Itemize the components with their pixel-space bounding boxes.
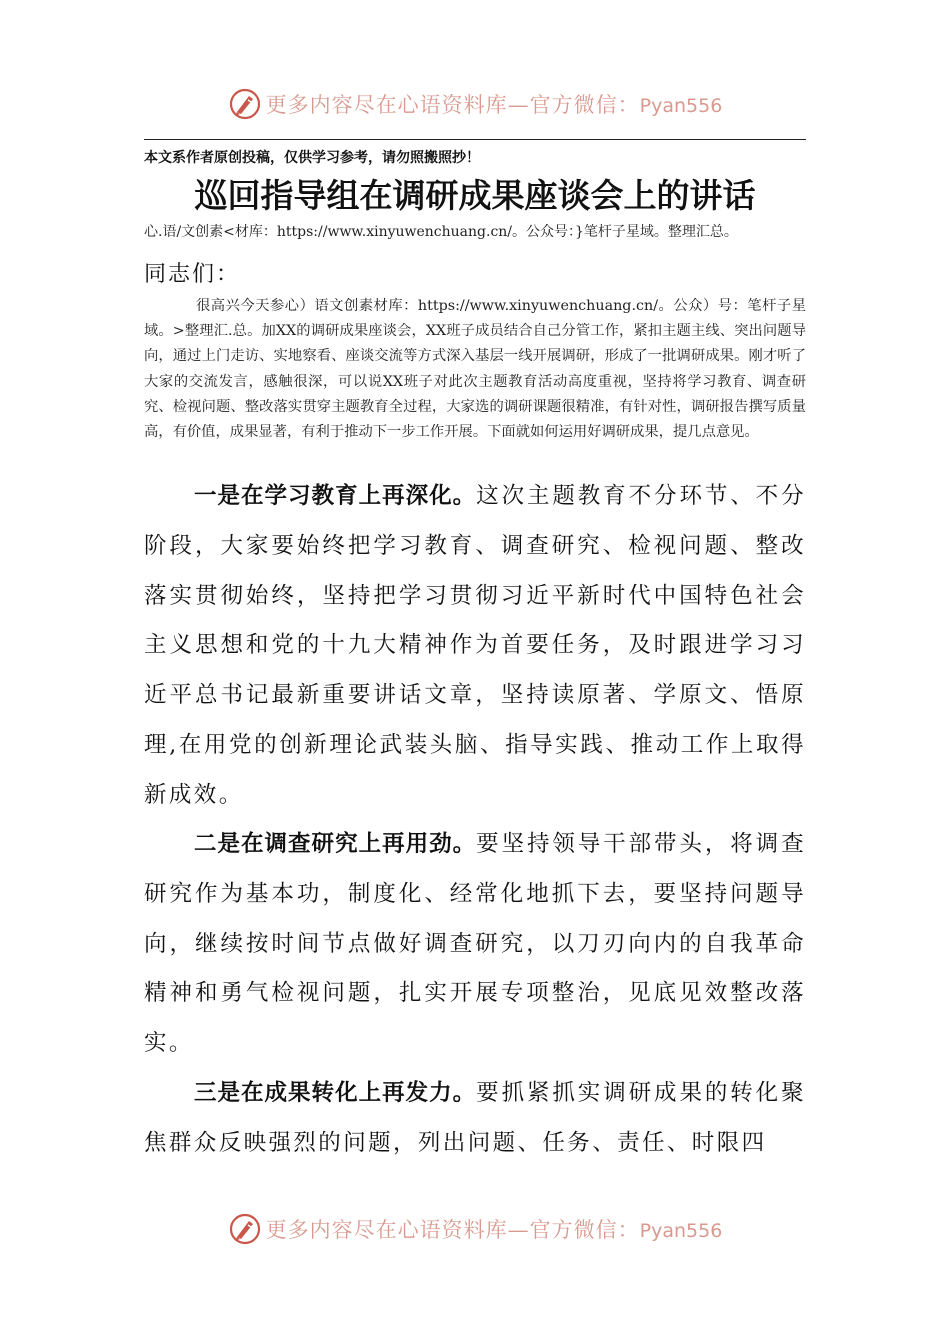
banner-wechat-id: Pyan556 bbox=[639, 1220, 723, 1242]
section-2-body: 要坚持领导干部带头，将调查研究作为基本功，制度化、经常化地抓下去，要坚持问题导向，继续按时间节点做好调查研究，以刀刃向内的自我革命精神和勇气检视问题，扎实开展专项整治，见底见效整改落实。 bbox=[144, 831, 806, 1057]
footer-banner bbox=[0, 1207, 950, 1251]
section-3-lead: 三是在成果转化上再发力。 bbox=[194, 1080, 477, 1106]
document-title: 巡回指导组在调研成果座谈会上的讲话 bbox=[194, 176, 756, 215]
section-3-paragraph bbox=[144, 1069, 806, 1169]
copyright-notice: 本文系作者原创投稿，仅供学习参考，请勿照搬照抄！ bbox=[144, 150, 480, 166]
intro-paragraph: 很高兴今天参心）语文创素材库：https://www.xinyuwenchuang.cn/。公众）号：笔杆子星域。>整理汇.总。加XX的调研成果座谈会，XX班子成员结合自己分管工作，紧扣主题主线、突出问题导向，通过上门走访、实地察看、座谈交流等方式深入基层一线开展调研，形成了一批调研成果。刚才听了大家的交流发言，感触很深，可以说XX班子对此次主题教育活动高度重视，坚持将学习教育、调查研究、检视问题、整改落实贯穿主题教育全过程，大家选的调研课题很精准，有针对性，调研报告撰写质量高，有价值，成果显著，有利于推动下一步工作开展。下面就如何运用好调研成果，提几点意见。 bbox=[144, 298, 806, 441]
greeting: 同志们： bbox=[144, 262, 241, 287]
section-1-lead: 一是在学习教育上再深化。 bbox=[194, 483, 477, 509]
pen-nib-icon bbox=[228, 87, 262, 121]
banner-text-cn: 更多内容尽在心语资料库—官方微信： bbox=[265, 1218, 640, 1242]
section-2-paragraph bbox=[144, 820, 806, 1069]
banner-text-cn: 更多内容尽在心语资料库—官方微信： bbox=[265, 93, 640, 117]
banner-wechat-id: Pyan556 bbox=[639, 95, 723, 117]
section-1-body: 这次主题教育不分环节、不分阶段，大家要始终把学习教育、调查研究、检视问题、整改落实贯彻始终，坚持把学习贯彻习近平新时代中国特色社会主义思想和党的十九大精神作为首要任务，及时跟进学习习近平总书记最新重要讲话文章，坚持读原著、学原文、悟原理,在用党的创新理论武装头脑、指导实践、推动工作上取得新成效。 bbox=[144, 483, 806, 808]
pen-nib-icon bbox=[228, 1212, 262, 1246]
banner-text bbox=[266, 1214, 723, 1244]
section-1-paragraph bbox=[144, 472, 806, 821]
header-divider bbox=[144, 139, 806, 140]
header-banner bbox=[0, 82, 950, 126]
banner-text bbox=[266, 89, 723, 119]
source-line: 心.语/文创素<材库：https://www.xinyuwenchuang.cn/。公众号：}笔杆子星域。整理汇总。 bbox=[144, 224, 738, 240]
section-2-lead: 二是在调查研究上再用劲。 bbox=[194, 831, 477, 857]
section-3-body: 要抓紧抓实调研成果的转化聚焦群众反映强烈的问题，列出问题、任务、责任、时限四 bbox=[144, 1080, 806, 1156]
